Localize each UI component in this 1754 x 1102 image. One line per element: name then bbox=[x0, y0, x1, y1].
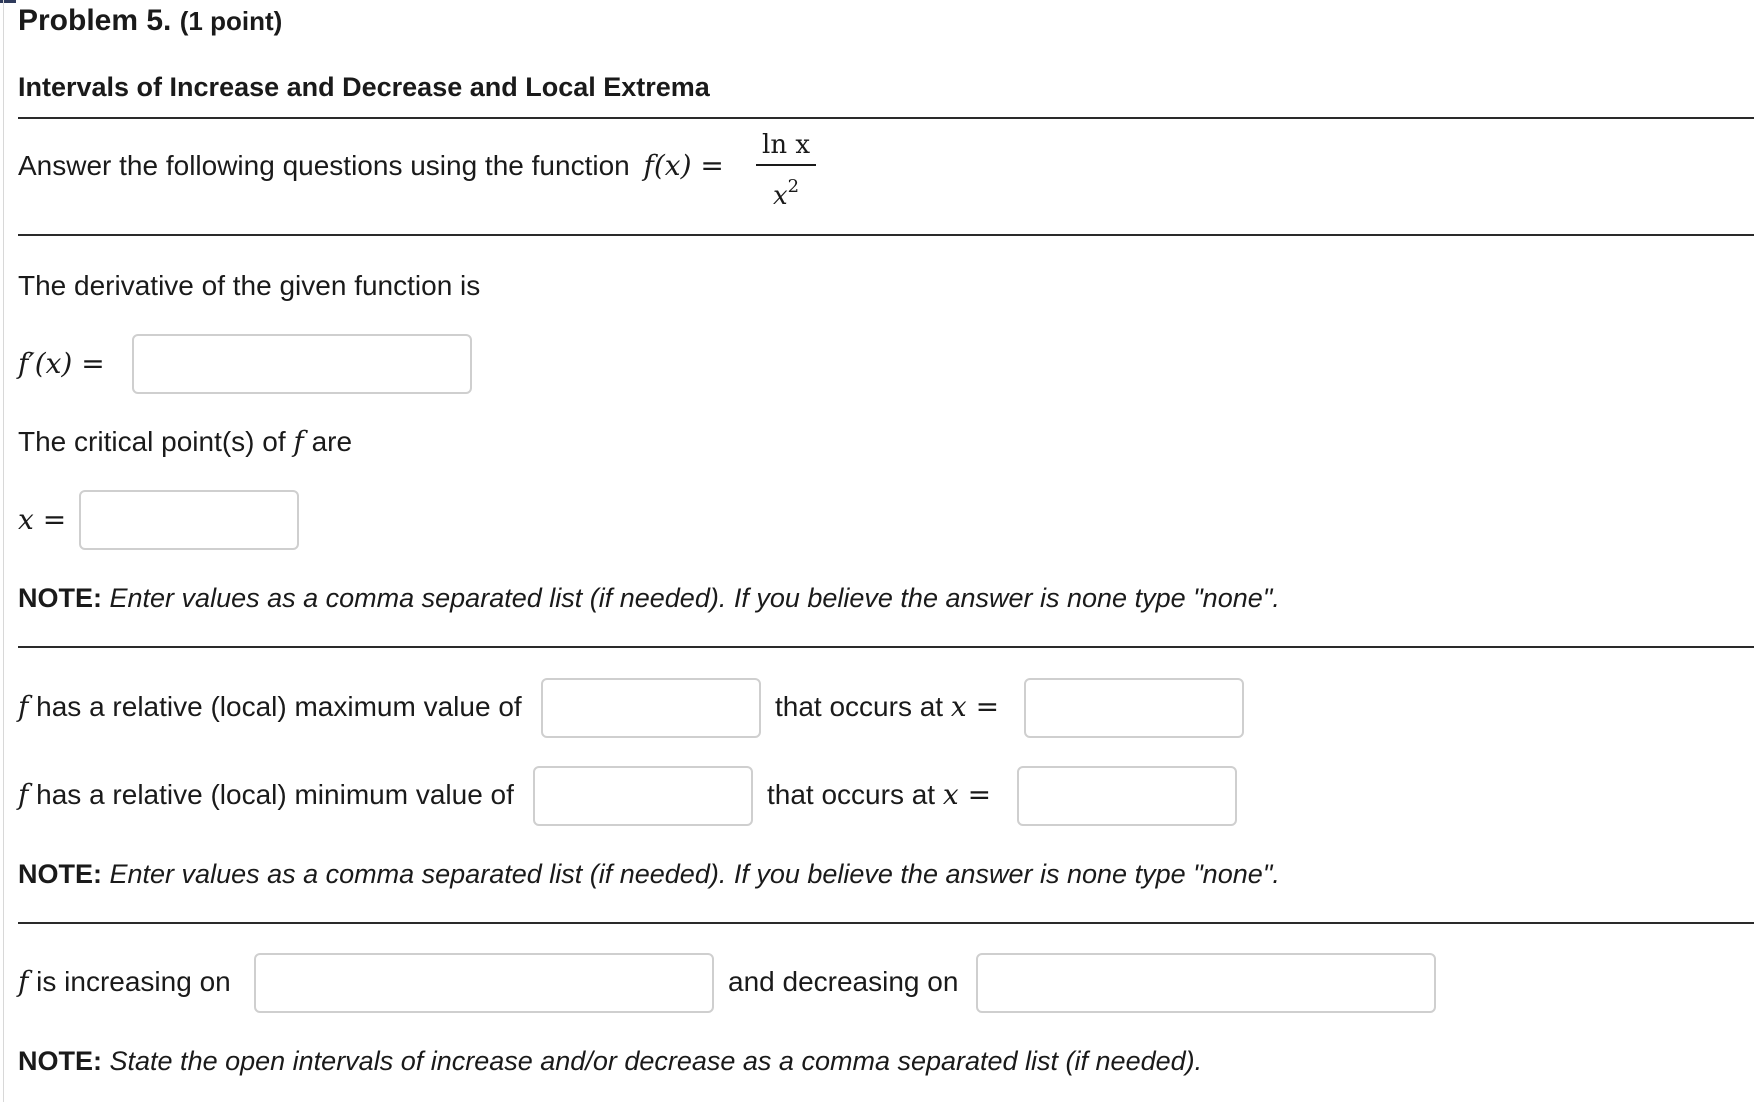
note-text: Enter values as a comma separated list (if needed). If you believe the answer is none type "none". bbox=[109, 583, 1280, 613]
fraction-bar bbox=[756, 164, 816, 166]
intro-text bbox=[18, 150, 724, 182]
divider bbox=[18, 234, 1754, 236]
critical-prompt-after: are bbox=[311, 426, 353, 457]
function-fraction bbox=[756, 128, 816, 211]
critical-prompt bbox=[18, 426, 352, 458]
problem-title bbox=[18, 4, 282, 38]
section-title: Intervals of Increase and Decrease and Local Extrema bbox=[18, 72, 710, 102]
function-lhs: f(x) = bbox=[643, 149, 724, 182]
max-occurs-text: that occurs at bbox=[775, 691, 944, 722]
derivative-label: f′(x) = bbox=[18, 347, 105, 380]
problem-points: (1 point) bbox=[179, 6, 283, 36]
divider bbox=[18, 646, 1754, 648]
note-list bbox=[18, 583, 1280, 614]
critical-prompt-f: f bbox=[293, 425, 304, 458]
derivative-prompt: The derivative of the given function is bbox=[18, 270, 481, 301]
increasing-text: is increasing on bbox=[36, 966, 231, 997]
denominator-base: x bbox=[772, 181, 788, 211]
local-min-value-input[interactable] bbox=[533, 766, 753, 826]
note-text: State the open intervals of increase and/or decrease as a comma separated list (if needed). bbox=[109, 1046, 1203, 1076]
note-intervals bbox=[18, 1046, 1202, 1077]
increasing-prompt bbox=[18, 966, 231, 998]
divider bbox=[18, 922, 1754, 924]
problem-number: Problem 5. bbox=[18, 4, 172, 37]
critical-label: x = bbox=[18, 503, 67, 536]
critical-point-input[interactable] bbox=[79, 490, 299, 550]
denominator-exponent: 2 bbox=[787, 176, 800, 197]
max-f: f bbox=[18, 690, 29, 723]
intro-prompt: Answer the following questions using the function bbox=[18, 150, 630, 181]
min-f: f bbox=[18, 778, 29, 811]
local-max-value-input[interactable] bbox=[541, 678, 761, 738]
local-max-x-input[interactable] bbox=[1024, 678, 1244, 738]
note-list-2 bbox=[18, 859, 1280, 890]
min-prompt bbox=[18, 779, 514, 811]
note-label: NOTE: bbox=[18, 583, 102, 613]
note-text: Enter values as a comma separated list (if needed). If you believe the answer is none type "none". bbox=[109, 859, 1280, 889]
local-min-x-input[interactable] bbox=[1017, 766, 1237, 826]
min-x-label: x = bbox=[942, 778, 992, 811]
critical-prompt-before: The critical point(s) of bbox=[18, 426, 286, 457]
max-occurs bbox=[775, 691, 999, 723]
note-label: NOTE: bbox=[18, 859, 102, 889]
increasing-interval-input[interactable] bbox=[254, 953, 714, 1013]
max-text: has a relative (local) maximum value of bbox=[36, 691, 522, 722]
decreasing-interval-input[interactable] bbox=[976, 953, 1436, 1013]
divider bbox=[18, 117, 1754, 119]
fraction-numerator: ln x bbox=[762, 130, 810, 160]
min-occurs-text: that occurs at bbox=[767, 779, 936, 810]
fraction-denominator bbox=[756, 170, 816, 211]
min-text: has a relative (local) minimum value of bbox=[36, 779, 514, 810]
left-border bbox=[3, 0, 4, 1102]
max-x-label: x = bbox=[950, 690, 1000, 723]
decreasing-text: and decreasing on bbox=[728, 966, 959, 997]
min-occurs bbox=[767, 779, 991, 811]
intervals-f: f bbox=[18, 965, 29, 998]
max-prompt bbox=[18, 691, 522, 723]
derivative-input[interactable] bbox=[132, 334, 472, 394]
note-label: NOTE: bbox=[18, 1046, 102, 1076]
